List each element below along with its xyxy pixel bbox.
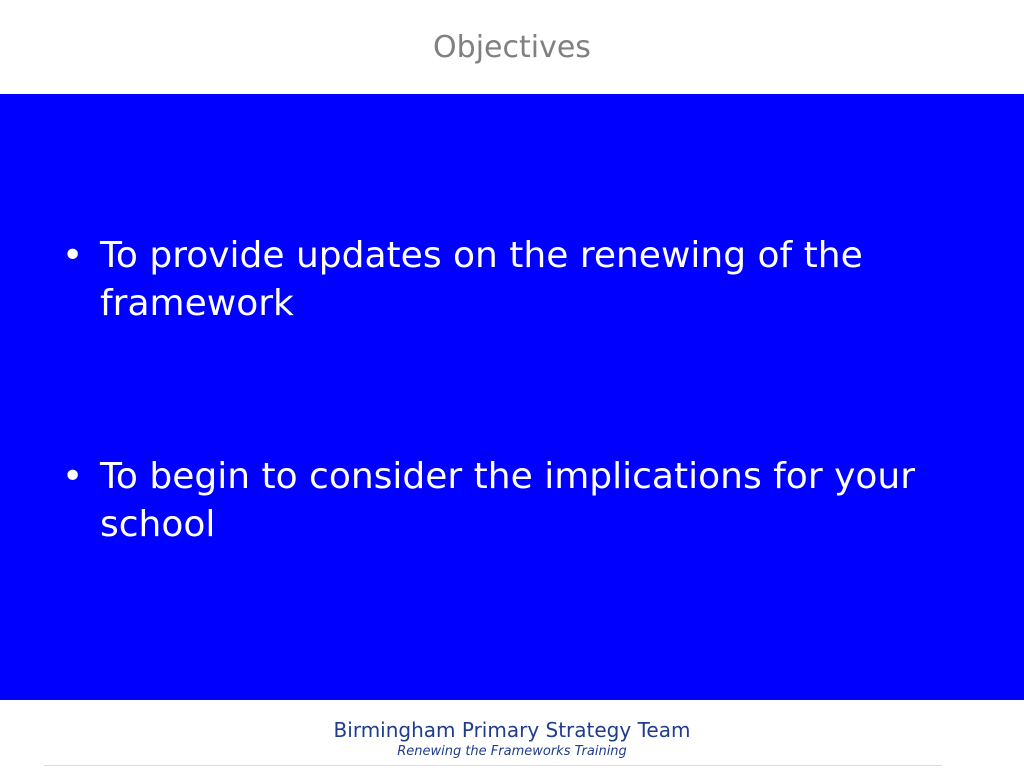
bullet-marker: • xyxy=(62,235,84,276)
footer xyxy=(0,700,1024,768)
bullet-text: To provide updates on the renewing of the framework xyxy=(100,235,863,324)
footer-subtitle: Renewing the Frameworks Training xyxy=(397,744,627,759)
bullet-item xyxy=(62,453,962,549)
bullet-text: To begin to consider the implications for your school xyxy=(100,456,916,545)
footer-team-name: Birmingham Primary Strategy Team xyxy=(333,718,691,742)
slide-title: Objectives xyxy=(433,30,591,65)
bullet-marker: • xyxy=(62,456,84,497)
bullet-list xyxy=(62,232,962,549)
bullet-item xyxy=(62,232,962,328)
footer-divider xyxy=(44,765,942,766)
